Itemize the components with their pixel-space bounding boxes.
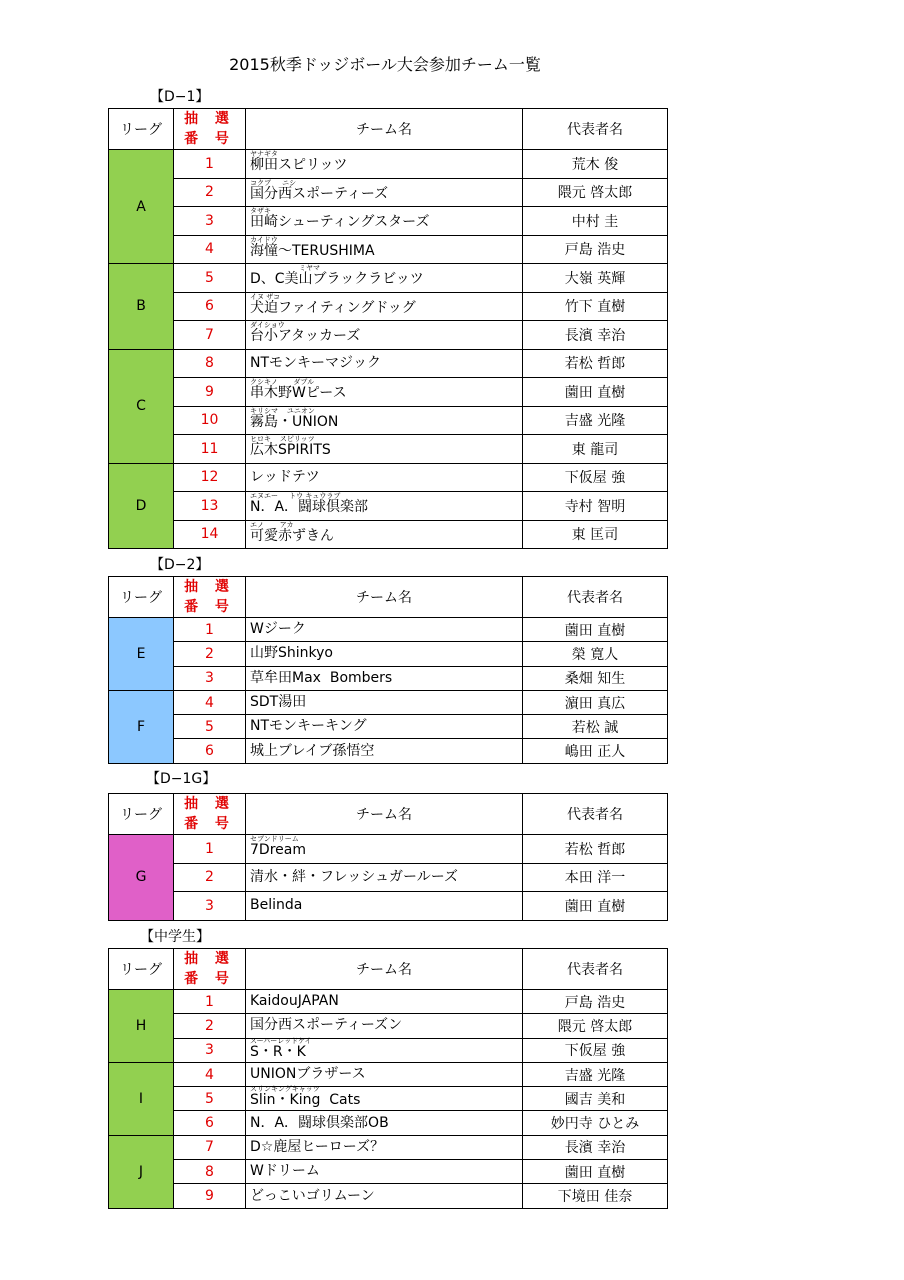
header-draw-number <box>174 109 246 150</box>
team-reading: ミヤマ <box>250 264 320 273</box>
team-name: 国分西スポーティーズン <box>250 1017 403 1034</box>
representative-name: 長濱 幸治 <box>523 321 668 350</box>
team-name-cell <box>246 1038 523 1062</box>
section-heading: 【D−1G】 <box>146 771 217 787</box>
draw-number: 8 <box>174 349 246 378</box>
team-name-cell <box>246 1111 523 1135</box>
draw-number: 8 <box>174 1160 246 1184</box>
representative-name: 竹下 直樹 <box>523 292 668 321</box>
team-name-cell <box>246 990 523 1014</box>
team-name: 可愛赤ずきん <box>250 527 334 544</box>
table-row <box>109 1038 668 1062</box>
representative-name: 若松 誠 <box>523 715 668 739</box>
section-heading: 【D−1】 <box>150 89 210 105</box>
table-row <box>109 892 668 921</box>
team-name: KaidouJAPAN <box>250 993 339 1010</box>
table-header-row <box>109 109 668 150</box>
team-name-cell <box>246 892 523 921</box>
team-name: N．A．闘球倶楽部OB <box>250 1114 389 1131</box>
table-row <box>109 642 668 666</box>
table-header-row <box>109 577 668 618</box>
draw-number: 9 <box>174 1184 246 1208</box>
team-name-cell <box>246 1184 523 1208</box>
league-cell: E <box>109 618 174 691</box>
table-row <box>109 207 668 236</box>
team-reading: クシキノ ダブル <box>250 378 315 387</box>
representative-name: 寺村 智明 <box>523 492 668 521</box>
team-name-cell <box>246 1014 523 1038</box>
representative-name: 隈元 啓太郎 <box>523 1014 668 1038</box>
team-name: N．A．闘球倶楽部 <box>250 499 369 516</box>
table-row <box>109 349 668 378</box>
table-row <box>109 1184 668 1208</box>
draw-number: 7 <box>174 1135 246 1159</box>
header-team-name: チーム名 <box>246 794 523 835</box>
team-reading: ダイショウ <box>250 321 285 330</box>
representative-name: 濵田 真広 <box>523 690 668 714</box>
table-header-row <box>109 949 668 990</box>
team-name-cell <box>246 178 523 207</box>
table-row <box>109 1111 668 1135</box>
representative-name: 若松 哲郎 <box>523 835 668 864</box>
table-row <box>109 378 668 407</box>
section-heading: 【D−2】 <box>150 557 210 573</box>
team-name-cell <box>246 150 523 179</box>
team-reading: スーパーレッドケイ <box>250 1036 312 1045</box>
draw-number: 13 <box>174 492 246 521</box>
team-name: 国分西スポーティーズ <box>250 185 389 202</box>
team-name: Wジーク <box>250 621 306 638</box>
team-name-cell <box>246 1087 523 1111</box>
draw-number: 2 <box>174 178 246 207</box>
header-league: リーグ <box>109 794 174 835</box>
table-row <box>109 150 668 179</box>
header-draw-line1: 抽 選 <box>184 796 235 812</box>
team-name-cell <box>246 463 523 492</box>
header-league: リーグ <box>109 949 174 990</box>
representative-name: 下境田 佳奈 <box>523 1184 668 1208</box>
team-name: D、C美山ブラックラビッツ <box>250 271 424 288</box>
league-cell: I <box>109 1062 174 1135</box>
draw-number: 3 <box>174 666 246 690</box>
representative-name: 本田 洋一 <box>523 863 668 892</box>
table-row <box>109 435 668 464</box>
representative-name: 吉盛 光隆 <box>523 406 668 435</box>
table-row <box>109 1062 668 1086</box>
team-name: 城上ブレイブ孫悟空 <box>250 742 375 759</box>
team-reading: エノ アカ <box>250 520 294 529</box>
representative-name: 下仮屋 強 <box>523 463 668 492</box>
representative-name: 大嶺 英輝 <box>523 264 668 293</box>
team-name: 犬迫ファイティングドッグ <box>250 299 416 316</box>
representative-name: 中村 圭 <box>523 207 668 236</box>
representative-name: 妙円寺 ひとみ <box>523 1111 668 1135</box>
team-name: どっこいゴリムーン <box>250 1187 375 1204</box>
draw-number: 2 <box>174 642 246 666</box>
team-name-cell <box>246 715 523 739</box>
representative-name: 若松 哲郎 <box>523 349 668 378</box>
table-row <box>109 690 668 714</box>
header-representative: 代表者名 <box>523 109 668 150</box>
team-name: NTモンキーマジック <box>250 354 382 371</box>
header-draw-line1: 抽 選 <box>184 111 235 127</box>
table-row <box>109 863 668 892</box>
table-row <box>109 1135 668 1159</box>
team-reading: ヤナギタ <box>250 150 278 159</box>
draw-number: 4 <box>174 235 246 264</box>
team-name: Belinda <box>250 897 303 914</box>
team-name-cell <box>246 1062 523 1086</box>
team-name-cell <box>246 1160 523 1184</box>
header-league: リーグ <box>109 577 174 618</box>
section-heading: 【中学生】 <box>140 929 210 945</box>
draw-number: 6 <box>174 292 246 321</box>
representative-name: 薗田 直樹 <box>523 892 668 921</box>
draw-number: 5 <box>174 264 246 293</box>
team-name: 広木SPIRITS <box>250 442 331 459</box>
team-name-cell <box>246 1135 523 1159</box>
draw-number: 3 <box>174 207 246 236</box>
draw-number: 5 <box>174 1087 246 1111</box>
draw-number: 12 <box>174 463 246 492</box>
representative-name: 長濱 幸治 <box>523 1135 668 1159</box>
team-name-cell <box>246 207 523 236</box>
league-cell: G <box>109 835 174 921</box>
league-cell: F <box>109 690 174 763</box>
team-name-cell <box>246 349 523 378</box>
team-name-cell <box>246 378 523 407</box>
league-cell: B <box>109 264 174 350</box>
representative-name: 東 龍司 <box>523 435 668 464</box>
draw-number: 3 <box>174 892 246 921</box>
team-name: 7Dream <box>250 842 306 859</box>
league-cell: D <box>109 463 174 549</box>
header-draw-line2: 番 号 <box>184 599 235 615</box>
table-row <box>109 1014 668 1038</box>
representative-name: 隈元 啓太郎 <box>523 178 668 207</box>
representative-name: 下仮屋 強 <box>523 1038 668 1062</box>
representative-name: 薗田 直樹 <box>523 618 668 642</box>
draw-number: 1 <box>174 835 246 864</box>
team-name: 海憧〜TERUSHIMA <box>250 242 375 259</box>
team-name-cell <box>246 642 523 666</box>
roster-table <box>108 108 668 549</box>
table-row <box>109 235 668 264</box>
table-row <box>109 1087 668 1111</box>
draw-number: 7 <box>174 321 246 350</box>
team-name: D☆鹿屋ヒーローズ？ <box>250 1138 385 1155</box>
team-name: レッドテツ <box>250 468 320 485</box>
team-name-cell <box>246 618 523 642</box>
table-row <box>109 520 668 549</box>
draw-number: 6 <box>174 1111 246 1135</box>
team-name-cell <box>246 406 523 435</box>
header-draw-number <box>174 794 246 835</box>
table-row <box>109 1160 668 1184</box>
header-draw-line1: 抽 選 <box>184 951 235 967</box>
draw-number: 4 <box>174 690 246 714</box>
team-name: 台小アタッカーズ <box>250 328 361 345</box>
table-header-row <box>109 794 668 835</box>
header-team-name: チーム名 <box>246 949 523 990</box>
representative-name: 薗田 直樹 <box>523 1160 668 1184</box>
team-reading: タザキ <box>250 207 271 216</box>
table-row <box>109 666 668 690</box>
league-cell: C <box>109 349 174 463</box>
table-row <box>109 835 668 864</box>
representative-name: 吉盛 光隆 <box>523 1062 668 1086</box>
draw-number: 1 <box>174 618 246 642</box>
team-name: Wドリーム <box>250 1163 320 1180</box>
table-row <box>109 178 668 207</box>
roster-table <box>108 576 668 764</box>
team-reading: キリシマ ユニオン <box>250 406 315 415</box>
team-name: 草牟田Max Bombers <box>250 669 393 686</box>
team-name: 田崎シューティングスターズ <box>250 214 430 231</box>
representative-name: 荒木 俊 <box>523 150 668 179</box>
header-representative: 代表者名 <box>523 794 668 835</box>
team-name-cell <box>246 235 523 264</box>
team-name-cell <box>246 492 523 521</box>
table-row <box>109 463 668 492</box>
header-draw-line2: 番 号 <box>184 816 235 832</box>
header-representative: 代表者名 <box>523 577 668 618</box>
team-name-cell <box>246 690 523 714</box>
draw-number: 6 <box>174 739 246 763</box>
team-reading: セブンドリーム <box>250 835 299 844</box>
draw-number: 5 <box>174 715 246 739</box>
table-row <box>109 264 668 293</box>
team-reading: イヌ ザコ <box>250 292 280 301</box>
team-name-cell <box>246 666 523 690</box>
representative-name: 戸島 浩史 <box>523 990 668 1014</box>
header-representative: 代表者名 <box>523 949 668 990</box>
representative-name: 嶋田 正人 <box>523 739 668 763</box>
header-draw-line1: 抽 選 <box>184 579 235 595</box>
draw-number: 3 <box>174 1038 246 1062</box>
team-reading: コクブ ニシ <box>250 178 297 187</box>
team-name-cell <box>246 835 523 864</box>
header-team-name: チーム名 <box>246 109 523 150</box>
draw-number: 9 <box>174 378 246 407</box>
team-name: S・R・K <box>250 1043 306 1060</box>
page-title: 2015秋季ドッジボール大会参加チーム一覧 <box>229 55 541 74</box>
draw-number: 4 <box>174 1062 246 1086</box>
header-team-name: チーム名 <box>246 577 523 618</box>
team-name-cell <box>246 264 523 293</box>
representative-name: 國吉 美和 <box>523 1087 668 1111</box>
representative-name: 東 匡司 <box>523 520 668 549</box>
team-name: NTモンキーキング <box>250 718 367 735</box>
table-row <box>109 618 668 642</box>
team-name-cell <box>246 292 523 321</box>
league-cell: H <box>109 990 174 1063</box>
team-name: 柳田スピリッツ <box>250 157 348 174</box>
representative-name: 榮 寛人 <box>523 642 668 666</box>
team-name: 清水・絆・フレッシュガールーズ <box>250 868 459 885</box>
team-name-cell <box>246 435 523 464</box>
team-name-cell <box>246 321 523 350</box>
table-row <box>109 990 668 1014</box>
team-name: 串木野Wピース <box>250 385 347 402</box>
team-name: Slin・King Cats <box>250 1092 361 1109</box>
table-row <box>109 406 668 435</box>
draw-number: 2 <box>174 1014 246 1038</box>
representative-name: 薗田 直樹 <box>523 378 668 407</box>
table-row <box>109 321 668 350</box>
team-name-cell <box>246 863 523 892</box>
table-row <box>109 739 668 763</box>
team-reading: エヌエー トウ キュウラブ <box>250 492 341 501</box>
team-name-cell <box>246 739 523 763</box>
header-draw-line2: 番 号 <box>184 971 235 987</box>
table-row <box>109 292 668 321</box>
team-name: 山野Shinkyo <box>250 645 333 662</box>
roster-table <box>108 793 668 921</box>
representative-name: 桑畑 知生 <box>523 666 668 690</box>
team-name: UNIONブラザース <box>250 1066 366 1083</box>
league-cell: J <box>109 1135 174 1208</box>
team-reading: カイドウ <box>250 235 278 244</box>
header-draw-number <box>174 949 246 990</box>
roster-table <box>108 948 668 1209</box>
table-row <box>109 492 668 521</box>
draw-number: 11 <box>174 435 246 464</box>
draw-number: 1 <box>174 990 246 1014</box>
draw-number: 14 <box>174 520 246 549</box>
table-row <box>109 715 668 739</box>
header-draw-number <box>174 577 246 618</box>
draw-number: 2 <box>174 863 246 892</box>
header-draw-line2: 番 号 <box>184 131 235 147</box>
team-name-cell <box>246 520 523 549</box>
team-reading: スリンキングキャッツ <box>250 1085 320 1094</box>
team-name: SDT湯田 <box>250 694 307 711</box>
team-reading: ヒロキ スピリッツ <box>250 435 315 444</box>
team-name: 霧島・UNION <box>250 413 339 430</box>
league-cell: A <box>109 150 174 264</box>
draw-number: 10 <box>174 406 246 435</box>
representative-name: 戸島 浩史 <box>523 235 668 264</box>
draw-number: 1 <box>174 150 246 179</box>
header-league: リーグ <box>109 109 174 150</box>
